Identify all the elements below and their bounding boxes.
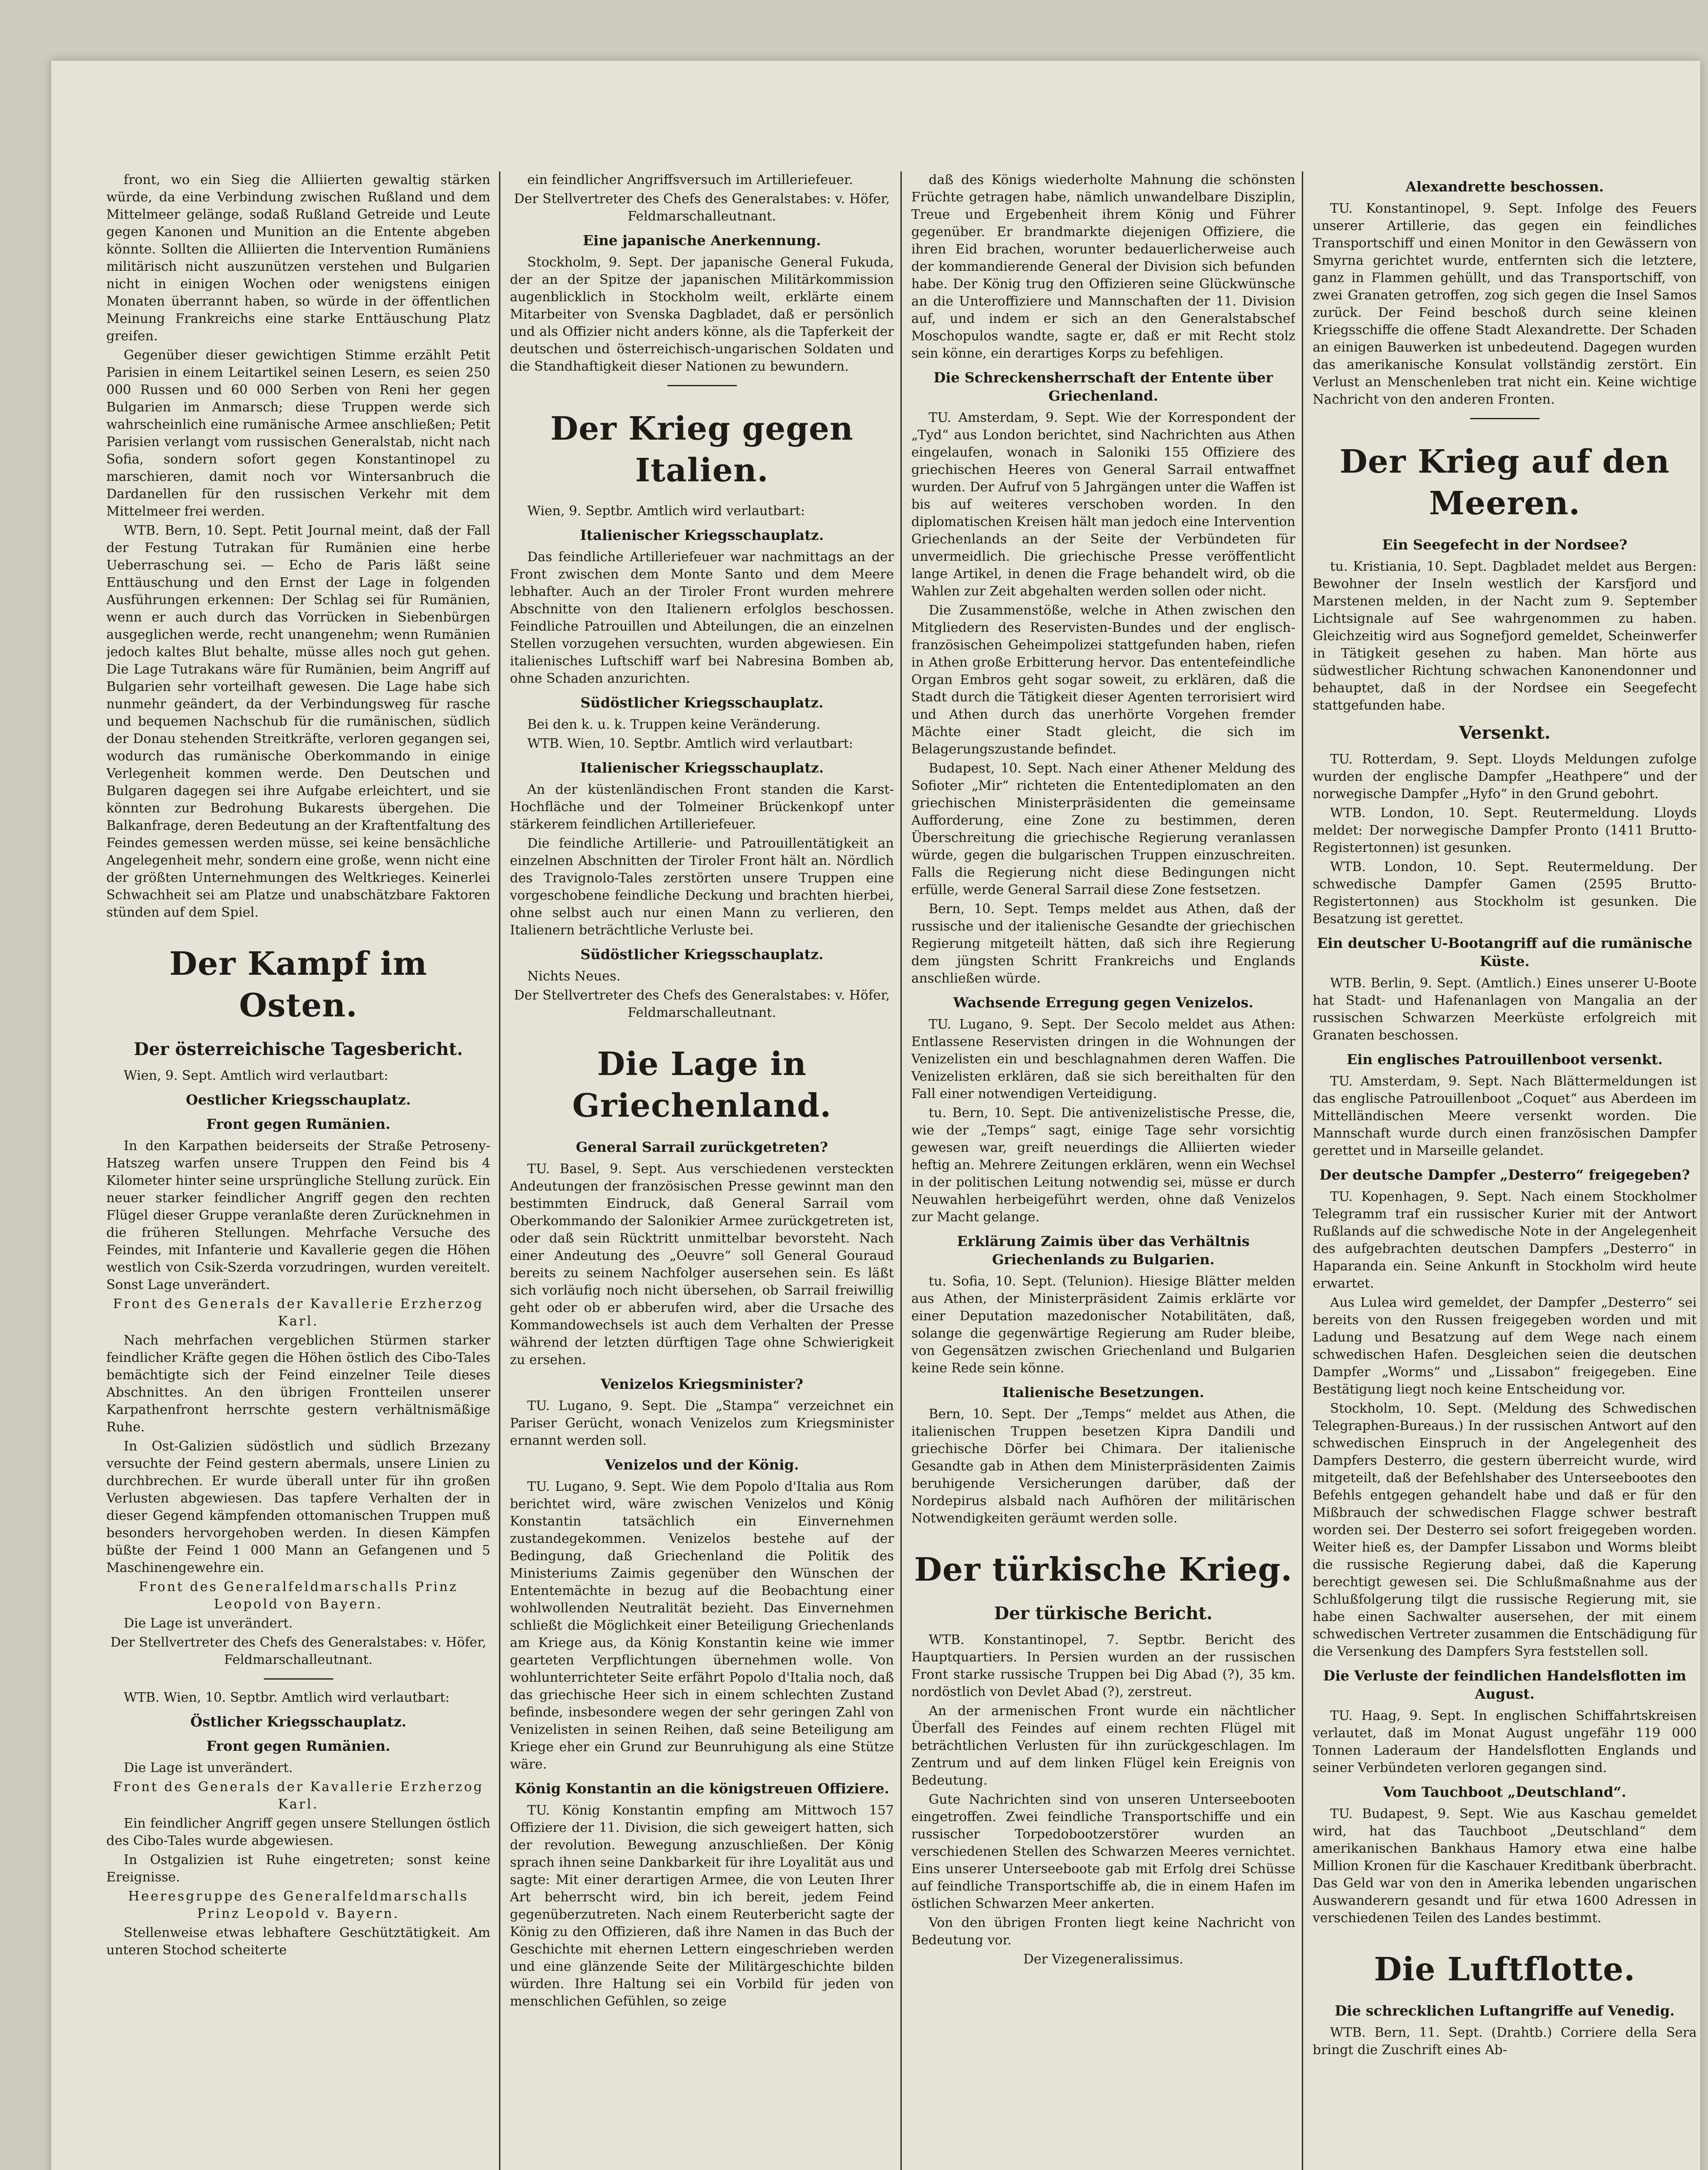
paragraph: Bern, 10. Sept. Temps meldet aus Athen, daß der russische und der italienische Gesandte der griechischen Regierung mitgeteilt hätten, daß sich ihre Regierung dem jüngsten Schritt Frankreichs und Englands anschließen würde.: [911, 901, 1295, 986]
paragraph: Stockholm, 9. Sept. Der japanische General Fukuda, der an der Spitze der japanischen Militärkommission augenblicklich in Stockholm weilt, erklärte einem Mitarbeiter von Svenska Dagbladet, daß er persönlich und als Offizier nicht anders könne, als die Tapferkeit der deutschen und österreichisch-ungarischen Soldaten und die Standhaftigkeit dieser Nationen zu bewundern.: [510, 255, 894, 374]
paragraph: Budapest, 10. Sept. Nach einer Athener Meldung des Sofioter „Mir“ richteten die Ententediplomaten an den griechischen Ministerpräsidenten die gemeinsame Aufforderung, eine Zone zu bestimmen, deren Überschreitung die griechische Regierung veranlassen würde, gegen die bulgarischen Truppen einzuschreiten. Falls die Regierung nicht diese Bedingungen nicht erfülle, werde General Sarrail diese Zone festsetzen.: [911, 761, 1295, 898]
front-heading: Front des Generalfeldmarschalls Prinz Leopold von Bayern.: [138, 1579, 458, 1612]
subheading: Ein englisches Patrouillenboot versenkt.: [1347, 1051, 1663, 1068]
separator: [264, 1678, 333, 1680]
subheading: Östlicher Kriegsschauplatz.: [190, 1713, 407, 1730]
paragraph: WTB. Wien, 10. Septbr. Amtlich wird verlautbart:: [527, 736, 854, 751]
paragraph: WTB. Bern, 11. Sept. (Drahtb.) Corriere della Sera bringt die Zuschrift eines Ab-: [1313, 2025, 1697, 2058]
paragraph: Wien, 9. Septbr. Amtlich wird verlautbart:: [527, 503, 805, 519]
paragraph: WTB. Wien, 10. Septbr. Amtlich wird verlautbart:: [124, 1690, 450, 1705]
paragraph: daß des Königs wiederholte Mahnung die schönsten Früchte getragen habe, nämlich unwandelbare Disziplin, Treue und Ergebenheit ihrem König und Führer gegenüber. Er brandmarkte diejenigen Offiziere, die ihren Eid brachen, worunter bedauerlicherweise auch der kommandierende General der Division sich befunden habe. Der König trug den Offizieren seine Glückwünsche an die Unteroffiziere und Mannschaften der 11. Division auf, und indem er sich an den Generalstabschef Moschopulos wandte, sagte er, daß er mit Recht stolz sein könne, ein derartiges Korps zu befehligen.: [911, 172, 1295, 361]
paragraph: WTB. Berlin, 9. Sept. (Amtlich.) Eines unserer U-Boote hat Stadt- und Hafenanlagen von Mangalia an der russischen Schwarzen Meerküste erfolgreich mit Granaten beschossen.: [1313, 976, 1697, 1043]
subheading: Der deutsche Dampfer „Desterro“ freigegeben?: [1319, 1167, 1690, 1183]
paragraph: WTB. London, 10. Sept. Reutermeldung. Der schwedische Dampfer Gamen (2595 Brutto-Registertonnen) aus Stockholm ist gesunken. Die Besatzung ist gerettet.: [1313, 859, 1697, 927]
section-heading: Der Krieg gegen Italien.: [550, 410, 854, 489]
paragraph: Von den übrigen Fronten liegt keine Nachricht von Bedeutung vor.: [911, 1915, 1295, 1948]
subheading: Südöstlicher Kriegsschauplatz.: [580, 946, 824, 963]
subheading: Südöstlicher Kriegsschauplatz.: [580, 694, 824, 711]
subheading: Die Schreckensherrschaft der Entente über Griechenland.: [933, 369, 1273, 404]
paragraph: Gute Nachrichten sind von unseren Unterseebooten eingetroffen. Zwei feindliche Transportschiffe und ein russischer Torpedobootzerstörer wurden an verschiedenen Stellen des Schwarzen Meeres vernichtet. Eins unserer Unterseeboote gab mit Erfolg drei Schüsse auf feindliche Transportschiffe ab, die in einem Hafen im östlichen Schwarzen Meer ankerten.: [911, 1792, 1295, 1911]
signature: Der Stellvertreter des Chefs des Generalstabes: v. Höfer, Feldmarschalleutnant.: [514, 191, 890, 224]
paragraph: TU. Amsterdam, 9. Sept. Nach Blättermeldungen ist das englische Patrouillenboot „Coquet“ aus Aberdeen im Mittelländischen Meere versenkt worden. Die Mannschaft wurde durch einen französischen Dampfer gerettet und in Marseille gelandet.: [1313, 1074, 1697, 1158]
subheading: Italienischer Kriegsschauplatz.: [580, 527, 824, 543]
paragraph: TU. Konstantinopel, 9. Sept. Infolge des Feuers unserer Artillerie, das gegen ein feindliches Transportschiff und einen Monitor in den Gewässern von Smyrna gerichtet wurde, entfernten sich die letztere, ganz in Flammen gehüllt, und das Transportschiff, von zwei Granaten getroffen, zog sich gegen die Insel Samos zurück. Der Feind beschoß durch seine kleinen Kriegsschiffe die offene Stadt Alexandrette. Der Schaden an einigen Bauwerken ist unbedeutend. Dagegen wurden das amerikanische Konsulat vollständig zerstört. Ein Verlust an Menschenleben trat nicht ein. Keine wichtige Nachricht von den anderen Fronten.: [1313, 201, 1697, 407]
subheading: Die Verluste der feindlichen Handelsflotten im August.: [1323, 1667, 1686, 1702]
paragraph: WTB. London, 10. Sept. Reutermeldung. Lloyds meldet: Der norwegische Dampfer Pronto (1411 Brutto-Registertonnen) ist gesunken.: [1313, 806, 1697, 855]
subheading: Ein Seegefecht in der Nordsee?: [1382, 536, 1627, 553]
paragraph: Das feindliche Artilleriefeuer war nachmittags an der Front zwischen dem Monte Santo und dem Meere lebhafter. Auch an der Tiroler Front wurden mehrere Abschnitte von den Italienern erfolglos beschossen. Feindliche Patrouillen und Abteilungen, die an einzelnen Stellen vorzugehen versuchten, wurden abgewiesen. Ein italienisches Luftschiff warf bei Nabresina Bomben ab, ohne Schaden anzurichten.: [510, 549, 894, 686]
column-3: [911, 171, 1295, 2170]
paragraph: Ein feindlicher Angriff gegen unsere Stellungen östlich des Cibo-Tales wurde abgewiesen.: [106, 1816, 490, 1848]
signature: Der Vizegeneralissimus.: [1023, 1952, 1183, 1967]
paragraph: Nichts Neues.: [527, 969, 621, 984]
front-heading: Front des Generals der Kavallerie Erzherzog Karl.: [113, 1296, 484, 1329]
signature: Der Stellvertreter des Chefs des Generalstabes: v. Höfer, Feldmarschalleutnant.: [514, 988, 890, 1020]
paragraph: Die Zusammenstöße, welche in Athen zwischen den Mitgliedern des Reservisten-Bundes und der englisch-französischen Geheimpolizei stattgefunden haben, riefen in Athen große Erbitterung hervor. Das ententefeindliche Organ Embros geht sogar soweit, zu erklären, daß die Stadt durch die Tätigkeit dieser Agenten terrorisiert wird und Athen durch das unerhörte Vorgehen fremder Mächte einer Stadt gleicht, die sich im Belagerungszustande befindet.: [911, 603, 1295, 757]
paragraph: TU. Kopenhagen, 9. Sept. Nach einem Stockholmer Telegramm traf ein russischer Kurier mit der Antwort Rußlands auf die schwedische Note in der Angelegenheit des aufgebrachten deutschen Dampfers „Desterro“ in Haparanda ein. Seine Ankunft in Stockholm wird heute erwartet.: [1313, 1189, 1697, 1291]
paragraph: In Ost-Galizien südöstlich und südlich Brzezany versuchte der Feind gestern abermals, unsere Linien zu durchbrechen. Er wurde überall unter für ihn großen Verlusten abgewiesen. Das tapfere Verhalten der in dieser Gegend kämpfenden ottomanischen Truppen muß besonders hervorgehoben werden. In diesen Kämpfen büßte der Feind 1 000 Mann an Gefangenen und 5 Maschinengewehre ein.: [106, 1439, 490, 1575]
subheading: General Sarrail zurückgetreten?: [575, 1139, 828, 1155]
article-heading: Der österreichische Tagesbericht.: [134, 1039, 463, 1059]
signature: Der Stellvertreter des Chefs des Generalstabes: v. Höfer, Feldmarschalleutnant.: [110, 1635, 486, 1667]
paragraph: Wien, 9. Sept. Amtlich wird verlautbart:: [124, 1068, 388, 1083]
paragraph: Die Lage ist unverändert.: [124, 1616, 293, 1631]
paragraph: An der küstenländischen Front standen die Karst-Hochfläche und der Tolmeiner Brückenkopf unter stärkerem feindlichen Artilleriefeuer.: [510, 782, 894, 832]
subheading: Die schrecklichen Luftangriffe auf Venedig.: [1334, 2002, 1675, 2019]
paragraph: TU. König Konstantin empfing am Mittwoch 157 Offiziere der 11. Division, die sich geweigert hatten, sich der revolution. Bewegung anzuschließen. Der König sprach ihnen seine Dankbarkeit für ihre Loyalität aus und sagte: Mit einer derartigen Armee, die von Leuten Ihrer Art beherrscht wird, bin ich bereit, jedem Feind gegenüberzutreten. Nach einem Reuterbericht sagte der König zu den Offizieren, daß ihre Namen in das Buch der Geschichte mit ehernen Lettern eingeschrieben werden und eine glänzende Seite der Militärgeschichte bilden würden. Ihre Haltung sei ein Vorbild für jeden von menschlichen Gefühlen, so zeige: [510, 1803, 894, 2009]
paragraph: Gegenüber dieser gewichtigen Stimme erzählt Petit Parisien in einem Leitartikel seinen Lesern, es seien 250 000 Russen und 60 000 Serben von Reni her gegen Bulgarien im Anmarsch; diese Truppen werde sich wahrscheinlich eine rumänische Armee anschließen; Petit Parisien verlangt vom russischen Generalstab, nicht nach Sofia, sondern sofort gegen Konstantinopel zu marschieren, damit noch vor Wintersanbruch die Dardanellen für den russischen Verkehr mit dem Mittelmeer frei werden.: [106, 348, 490, 519]
paragraph: In Ostgalizien ist Ruhe eingetreten; sonst keine Ereignisse.: [106, 1852, 490, 1885]
subheading: Front gegen Rumänien.: [206, 1738, 391, 1754]
section-heading: Der Krieg auf den Meeren.: [1340, 443, 1670, 522]
paragraph: TU. Lugano, 9. Sept. Die „Stampa“ verzeichnet ein Pariser Gerücht, wonach Venizelos zum Kriegsminister ernannt werden soll.: [510, 1398, 894, 1448]
subheading: Venizelos und der König.: [604, 1457, 799, 1473]
paragraph: TU. Budapest, 9. Sept. Wie aus Kaschau gemeldet wird, hat das Tauchboot „Deutschland“ dem amerikanischen Bankhaus Hamory etwa eine halbe Million Kronen für die Kaschauer Kreditbank überbracht. Das Geld war von den in Amerika lebenden ungarischen Auswanderern gesandt und für etwa 1600 Adressen in verschiedenen Teilen des Landes bestimmt.: [1313, 1806, 1697, 1926]
column-rule: [900, 171, 902, 2170]
subheading: Eine japanische Anerkennung.: [583, 232, 821, 249]
paragraph: TU. Lugano, 9. Sept. Der Secolo meldet aus Athen: Entlassene Reservisten dringen in die Wohnungen der Venizelisten ein und beschlagnahmen deren Waffen. Die Venizelisten erklären, daß sie sich bereithalten für den Fall einer notwendigen Verteidigung.: [911, 1017, 1295, 1101]
subheading: König Konstantin an die königstreuen Offiziere.: [514, 1780, 890, 1797]
paragraph: Aus Lulea wird gemeldet, der Dampfer „Desterro“ sei bereits von den Russen freigegeben worden und mit Ladung und Besatzung auf dem Wege nach einem schwedischen Hafen. Desgleichen seien die deutschen Dampfer „Worms“ und „Lissabon“ freigegeben. Eine Bestätigung liegt noch keine Entscheidung vor.: [1313, 1295, 1697, 1397]
subheading: Italienische Besetzungen.: [1002, 1384, 1205, 1401]
subheading: Front gegen Rumänien.: [206, 1116, 391, 1132]
section-heading: Der türkische Krieg.: [914, 1551, 1293, 1588]
column-rule: [1302, 171, 1303, 2170]
paragraph: WTB. Konstantinopel, 7. Septbr. Bericht des Hauptquartiers. In Persien wurden an der russischen Front starke russische Truppen bei Dig Abad (?), 35 km. nordöstlich von Devlet Abad (?), zerstreut.: [911, 1632, 1295, 1700]
section-heading: Die Lage in Griechenland.: [572, 1046, 832, 1124]
paragraph: TU. Amsterdam, 9. Sept. Wie der Korrespondent der „Tyd“ aus London berichtet, sind Nachrichten aus Athen eingelaufen, wonach in Saloniki 155 Offiziere des griechischen Heeres von General Sarrail entwaffnet wurden. Der Aufruf von 5 Jahrgängen unter die Waffen ist bis auf weiteres verschoben worden. In den diplomatischen Kreisen hält man jedoch eine Intervention Griechenlands an der Seite der Verbündeten für unvermeidlich. Die griechische Presse veröffentlicht lange Artikel, in denen die Frage behandelt wird, ob die Wahlen zur Zeit abgehalten werden sollen oder nicht.: [911, 410, 1295, 599]
subheading: Alexandrette beschossen.: [1406, 178, 1604, 195]
paragraph: Nach mehrfachen vergeblichen Stürmen starker feindlicher Kräfte gegen die Höhen östlich des Cibo-Tales bemächtigte sich der Feind einzelner Teile dieses Abschnittes. An den übrigen Frontteilen unserer Karpathenfront herrschte gestern verhältnismäßige Ruhe.: [106, 1333, 490, 1435]
column-4: [1313, 171, 1697, 2170]
section-heading: Die Luftflotte.: [1374, 1951, 1636, 1988]
paragraph: tu. Sofia, 10. Sept. (Telunion). Hiesige Blätter melden aus Athen, der Ministerpräsident Zaimis erklärte vor einer Deputation mazedonischer Notabilitäten, daß, solange die gegenwärtige Regierung am Ruder bleibe, von Gegensätzen zwischen Griechenland und Bulgarien keine Rede sein könne.: [911, 1274, 1295, 1376]
column-2: [510, 171, 894, 2170]
paragraph: TU. Haag, 9. Sept. In englischen Schiffahrtskreisen verlautet, daß im Monat August ungefähr 119 000 Tonnen Laderaum der Handelsflotten Englands und seiner Verbündeten verloren gegangen sind.: [1313, 1708, 1697, 1775]
paragraph: Die feindliche Artillerie- und Patrouillentätigkeit an einzelnen Abschnitten der Tiroler Front hält an. Nördlich des Travignolo-Tales zerstörten unsere Truppen eine vorgeschobene feindliche Deckung und brachten hierbei, ohne selbst auch nur einen Mann zu verlieren, den Italienern beträchtliche Verluste bei.: [510, 836, 894, 938]
subheading: Vom Tauchboot „Deutschland“.: [1383, 1784, 1626, 1800]
paragraph: In den Karpathen beiderseits der Straße Petroseny-Hatszeg warfen unsere Truppen den Feind bis 4 Kilometer hinter seine ursprüngliche Stellung zurück. Ein neuer starker feindlicher Angriff gegen den rechten Flügel dieser Gruppe veranlaßte deren Zurücknehmen in die früheren Stellungen. Mehrfache Versuche des Feindes, mit Infanterie und Kavallerie gegen die Höhen westlich von Csik-Szerda vorzudringen, wurden vereitelt. Sonst Lage unverändert.: [106, 1138, 490, 1292]
front-heading: Front des Generals der Kavallerie Erzherzog Karl.: [113, 1779, 484, 1812]
paragraph: Stockholm, 10. Sept. (Meldung des Schwedischen Telegraphen-Bureaus.) In der russischen Antwort auf den schwedischen Einspruch in der Angelegenheit des Dampfers Desterro, die gestern überreicht wurde, wird mitgeteilt, daß der Befehlshaber des Unterseebootes den Befehls entgegen gehandelt habe und daß er für den Mißbrauch der schwedischen Flagge schwer bestraft worden sei. Der Desterro sei sofort freigegeben worden. Weiter hieß es, der Dampfer Lissabon und Worms bleibt die russische Regierung dabei, daß die Kaperung berechtigt gewesen sei. Die Schlußmaßnahme aus der Schlußfolgerung tilgt die russische Regierung mit, sie habe einen Sachwalter ausersehen, der mit einem schwedischen Vertreter zusammen die Entschädigung für die Versenkung des Dampfers Syra feststellen soll.: [1313, 1401, 1697, 1659]
paragraph: TU. Basel, 9. Sept. Aus verschiedenen versteckten Andeutungen der französischen Presse gewinnt man den bestimmten Eindruck, daß General Sarrail vom Oberkommando der Salonikier Armee zurückgetreten ist, oder daß sein Rücktritt unmittelbar bevorsteht. Nach einer Andeutung des „Oeuvre“ soll General Gouraud bereits zu seinem Nachfolger ausersehen sein. Es läßt sich vorläufig noch nicht übersehen, ob Sarrail freiwillig geht oder ob er abberufen wird, aber die Ursache des Kommandowechsels ist auch dem Verhalten der Presse während der letzten dürftigen Tage ohne Schwierigkeit zu ersehen.: [510, 1161, 894, 1368]
paragraph: front, wo ein Sieg die Alliierten gewaltig stärken würde, da eine Verbindung zwischen Rußland und dem Mittelmeer gelänge, sodaß Rußland Getreide und Leute gegen Kanonen und Munition an die Entente abgeben könnte. Sollten die Alliierten die Intervention Rumäniens militärisch nicht auszunützen verstehen und Bulgarien nicht in einigen Wochen oder wenigstens einigen Monaten überrannt haben, so würde in der öffentlichen Meinung Frankreichs eine starke Enttäuschung Platz greifen.: [106, 172, 490, 344]
separator: [1470, 418, 1540, 419]
article-heading: Versenkt.: [1458, 723, 1551, 743]
paragraph: Stellenweise etwas lebhaftere Geschütztätigkeit. Am unteren Stochod scheiterte: [106, 1925, 490, 1958]
section-heading: Der Kampf im Osten.: [169, 945, 427, 1024]
separator: [667, 385, 737, 386]
paragraph: ein feindlicher Angriffsversuch im Artilleriefeuer.: [527, 172, 853, 187]
subheading: Erklärung Zaimis über das Verhältnis Griechenlands zu Bulgarien.: [957, 1233, 1250, 1268]
subheading: Italienischer Kriegsschauplatz.: [580, 760, 824, 776]
paragraph: tu. Kristiania, 10. Sept. Dagbladet meldet aus Bergen: Bewohner der Inseln westlich der Karsfjord und Marstenen melden, in der Nacht zum 9. September Lichtsignale auf See wahrgenommen zu haben. Gleichzeitig wird aus Sognefjord gemeldet, Scheinwerfer in Tätigkeit gesehen zu haben. Man hörte aus südwestlicher Richtung schwachen Kanonendonner und behauptet, daß in der Nordsee ein Seegefecht stattgefunden habe.: [1313, 559, 1697, 713]
subheading: Wachsende Erregung gegen Venizelos.: [953, 994, 1254, 1011]
front-heading: Heeresgruppe des Generalfeldmarschalls Prinz Leopold v. Bayern.: [128, 1889, 469, 1921]
paragraph: Bei den k. u. k. Truppen keine Veränderung.: [527, 717, 821, 732]
column-rule: [499, 171, 500, 2170]
paragraph: TU. Lugano, 9. Sept. Wie dem Popolo d'Italia aus Rom berichtet wird, wäre zwischen Venizelos und König Konstantin tatsächlich ein Einvernehmen zustandegekommen. Venizelos bestehe auf der Bedingung, daß Griechenland die Politik des Ministeriums Zaimis gegenüber den Wünschen der Ententemächte in bezug auf die Beobachtung einer wohlwollenden Neutralität bezieht. Das Einvernehmen schließt die Möglichkeit einer Beteiligung Griechenlands am Kriege aus, da König Konstantin keine wie immer gearteten Verpflichtungen übernehmen wolle. Von wohlunterrichteter Seite erfährt Popolo d'Italia noch, daß das griechische Heer sich in einem schlechten Zustand befinde, insbesondere wegen der sehr geringen Zahl von Venizelisten in seinen Reihen, daß seine Beteiligung am Kriege eher ein Grund zur Beunruhigung als eine Stütze wäre.: [510, 1479, 894, 1772]
paragraph: Die Lage ist unverändert.: [124, 1760, 293, 1775]
paragraph: TU. Rotterdam, 9. Sept. Lloyds Meldungen zufolge wurden der englische Dampfer „Heathpere“ und der norwegische Dampfer „Hyfo“ in den Grund gebohrt.: [1313, 752, 1697, 802]
paragraph: tu. Bern, 10. Sept. Die antivenizelistische Presse, die, wie der „Temps“ sagt, einige Tage sehr vorsichtig gewesen war, greift neuerdings die Alliierten wieder heftig an. Mehrere Zeitungen erklären, wenn ein Wechsel in der politischen Leitung notwendig sei, müsse er durch Neuwahlen herbeigeführt werden, ohne daß Venizelos zur Macht gelange.: [911, 1105, 1295, 1225]
article-heading: Der türkische Bericht.: [994, 1603, 1213, 1624]
paragraph: Bern, 10. Sept. Der „Temps“ meldet aus Athen, die italienischen Truppen besetzen Kipra Dandili und griechische Dörfer bei Chimara. Der italienische Gesandte gab in Athen dem Ministerpräsidenten Zaimis beruhigende Versicherungen darüber, daß der Nordepirus alsbald nach Aufhören der militärischen Notwendigkeiten geräumt werden solle.: [911, 1407, 1295, 1526]
column-1: [106, 171, 490, 2170]
paragraph: An der armenischen Front wurde ein nächtlicher Überfall des Feindes auf einem rechten Flügel mit beträchtlichen Verlusten für ihn zurückgeschlagen. Im Zentrum und auf dem linken Flügel kein Ereignis von Bedeutung.: [911, 1703, 1295, 1788]
subheading: Ein deutscher U-Bootangriff auf die rumänische Küste.: [1317, 935, 1692, 970]
subheading: Oestlicher Kriegsschauplatz.: [186, 1092, 411, 1108]
paragraph: WTB. Bern, 10. Sept. Petit Journal meint, daß der Fall der Festung Tutrakan für Rumänien eine herbe Ueberraschung sei. — Echo de Paris läßt seine Enttäuschung und den Ernst der Lage in folgenden Ausführungen erkennen: Der Schlag sei für Rumänien, wenn er auch durch das Vorrücken in Siebenbürgen ausgeglichen werde, recht unangenehm; wenn Rumänien jedoch kaltes Blut behalte, müsse alles noch gut gehen. Die Lage Tutrakans wäre für Rumänien, beim Angriff auf Bulgarien sehr vorteilhaft gewesen. Die Lage habe sich nunmehr geändert, da der Verbindungsweg für rasche und bequemen Nachschub für die rumänischen, südlich der Donau stehenden Streitkräfte, verloren gegangen sei, wodurch das rumänische Oberkommando in einige Verlegenheit kommen werde. Den Deutschen und Bulgaren dagegen sei ihre Aufgabe erleichtert, und sie könnten zur Bedrohung Bukarests übergehen. Die Balkanfrage, deren Bedeutung an der Kraftentfaltung des Feindes gemessen werden müsse, sei keine bensächliche Angelegenheit mehr, sondern eine große, wenn nicht eine der größten Unternehmungen des Weltkrieges. Keinerlei Schwachheit sei am Platze und unabschätzbare Faktoren stünden auf dem Spiel.: [106, 523, 490, 920]
subheading: Venizelos Kriegsminister?: [601, 1376, 803, 1392]
